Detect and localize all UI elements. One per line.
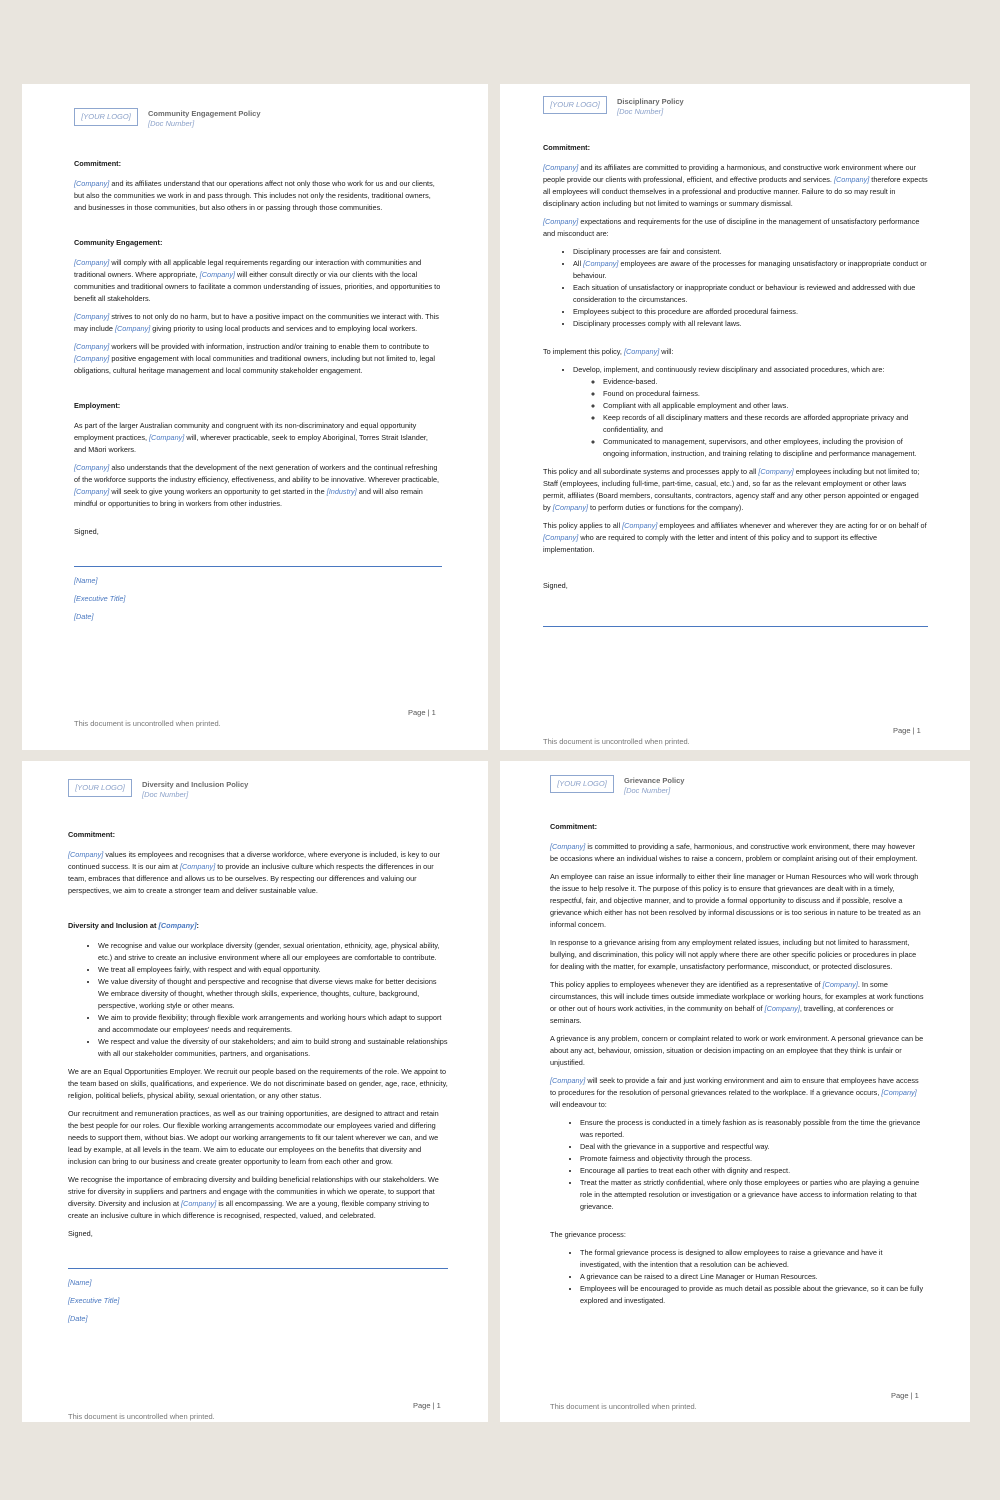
- placeholder-token: [Company]: [199, 270, 236, 279]
- bullet-list: [550, 1117, 924, 1213]
- sub-list-item: ◦ Communicated to management, supervisors, and other employees, including the provision of ongoing information, instruction, and training relating to discipline and performance management.: [603, 436, 928, 460]
- placeholder-token: [Company]: [74, 179, 110, 188]
- document-title: Grievance Policy: [624, 776, 685, 785]
- page-diversity-inclusion: [22, 761, 488, 1422]
- heading-commitment: Commitment:: [550, 822, 598, 831]
- placeholder-token: [Company]: [149, 433, 185, 442]
- paragraph: A grievance is any problem, concern or complaint related to work or work environment. A personal grievance can be about any act, behaviour, omission, situation or decision impacting on an employee that they think is unfair or unjustified.: [550, 1034, 924, 1067]
- placeholder-token: [Company]: [881, 1088, 917, 1097]
- placeholder-token: [Company]: [179, 862, 216, 871]
- signed-label: Signed,: [543, 581, 568, 590]
- placeholder-token: [Company]: [74, 312, 110, 321]
- signature-date: [68, 1313, 448, 1325]
- sub-list-item: ◦ Found on procedural fairness.: [603, 388, 928, 400]
- document-title: Diversity and Inclusion Policy: [142, 780, 249, 789]
- placeholder-token: [Executive Title]: [68, 1296, 120, 1305]
- bullet-list: [550, 1247, 924, 1307]
- signature-title: [74, 593, 442, 605]
- signed-label: Signed,: [68, 1229, 93, 1238]
- placeholder-token: [Executive Title]: [74, 594, 126, 603]
- placeholder-token: [Name]: [74, 576, 98, 585]
- list-item: • We aim to provide flexibility; through flexible work arrangements and working hours which adapt to support and accommodate our employees’ needs and requirements.: [98, 1012, 448, 1036]
- sub-list-item: ◦ Compliant with all applicable employment and other laws.: [603, 400, 928, 412]
- sub-list-item: ◦ Evidence-based.: [603, 376, 928, 388]
- heading-diversity: Diversity and Inclusion at [Company]:: [68, 921, 199, 930]
- paragraph: [Company] is committed to providing a safe, harmonious, and constructive work environment, there may however be occasions where an individual wishes to raise a concern, problem or complaint arising out of their employment.: [550, 842, 918, 863]
- placeholder-token: [Company]: [822, 980, 858, 989]
- list-item: • A grievance can be raised to a direct Line Manager or Human Resources.: [580, 1271, 924, 1283]
- placeholder-token: [Company]: [543, 217, 579, 226]
- signature-line: [68, 1268, 448, 1269]
- uncontrolled-note: This document is uncontrolled when printed.: [550, 1402, 697, 1411]
- placeholder-token: [Company]: [764, 1004, 800, 1013]
- sub-list: [573, 376, 928, 460]
- list-item: [573, 364, 928, 460]
- placeholder-token: [Company]: [833, 175, 870, 184]
- signature-date: [74, 611, 442, 623]
- placeholder-token: [Company]: [543, 163, 579, 172]
- list-item: • All [Company] employees are aware of the processes for managing unsatisfactory or inappropriate conduct or behaviour.: [573, 258, 928, 282]
- page-number: Page | 1: [413, 1401, 441, 1410]
- page-community-engagement: [22, 84, 488, 750]
- logo-placeholder: [YOUR LOGO]: [68, 779, 132, 797]
- signature-title: [68, 1295, 448, 1307]
- paragraph: This policy and all subordinate systems and processes apply to all [Company] employees including but not limited to; Staff (employees, including full-time, part-time, casual, etc.) and, so far as the relevant employment or other laws permit, affiliates (Board members, consultants, contractors, agency staff and any other person appointed or engaged by [Company] to perform duties or functions for the company).: [543, 467, 920, 512]
- placeholder-token: [Company]: [758, 467, 794, 476]
- document-header: [74, 108, 442, 129]
- list-item: • We recognise and value our workplace diversity (gender, sexual orientation, ethnicity, age, physical ability, etc.) and strive to create an inclusive environment where all our employees are comfortable to contribute.: [98, 940, 448, 964]
- page-disciplinary: [500, 84, 970, 750]
- heading-commitment: Commitment:: [74, 159, 122, 168]
- heading-employment: Employment:: [74, 401, 121, 410]
- placeholder-token: [Company]: [623, 347, 660, 356]
- list-item: • Encourage all parties to treat each other with dignity and respect.: [580, 1165, 924, 1177]
- placeholder-token: [Company]: [552, 503, 589, 512]
- signature-name: [74, 575, 442, 587]
- paragraph: [Company] and its affiliates are committed to providing a harmonious, and constructive work environment where our people provide our clients with professional, efficient, and effective products and services. [Company] therefore expects all employees will conduct themselves in a professional and productive manner. Failure to do so may result in disciplinary action including but not limited to warnings or summary dismissal.: [543, 163, 928, 208]
- paragraph: [Company] also understands that the development of the next generation of workers and the continual refreshing of the workforce supports the industry efficiency, effectiveness, and ability to be innovative. Wherever practicable, [Company] will seek to give young workers an opportunity to get started in the [Industry] and will also remain mindful or opportunities to bring in workers from other industries.: [74, 463, 440, 508]
- list-item: • Treat the matter as strictly confidential, where only those employees or parties who are playing a genuine role in the attempted resolution or investigation or a grievance have access to information relating to that grievance.: [580, 1177, 924, 1213]
- paragraph: We recognise the importance of embracing diversity and building beneficial relationships with our stakeholders. We strive for diversity in suppliers and partners and engage with the communities in which we operate, to support that diversity. Diversity and inclusion at [Company] is all encompassing. We are a young, flexible company striving to create an inclusive culture in which difference is recognised, respected, valued, and celebrated.: [68, 1175, 439, 1220]
- paragraph: [Company] strives to not only do no harm, but to have a positive impact on the communities we interact with. This may include [Company] giving priority to using local products and services and to employing local workers.: [74, 312, 439, 333]
- placeholder-token: [Industry]: [326, 487, 357, 496]
- uncontrolled-note: This document is uncontrolled when printed.: [543, 737, 690, 746]
- list-item-text: Develop, implement, and continuously review disciplinary and associated procedures, which are:: [573, 365, 885, 374]
- doc-number: [Doc Number]: [142, 790, 189, 799]
- placeholder-token: [Company]: [74, 258, 110, 267]
- paragraph: In response to a grievance arising from any employment related issues, including but not limited to harassment, bullying, and discrimination, this policy will not apply where there are other specific policies or procedures in place for dealing with the matter, for example, unsatisfactory performance, misconduct, or protected disclosures.: [550, 938, 917, 971]
- heading-commitment: Commitment:: [543, 143, 591, 152]
- placeholder-token: [Company]: [74, 487, 110, 496]
- placeholder-token: [Name]: [68, 1278, 92, 1287]
- paragraph: [Company] workers will be provided with information, instruction and/or training to enable them to contribute to [Company] positive engagement with local communities and traditional owners, including but not limited to, legal obligations, cultural heritage management and local community stakeholder engagement.: [74, 342, 435, 375]
- list-item: • Each situation of unsatisfactory or inappropriate conduct or behaviour is reviewed and addressed with due consideration to the circumstances.: [573, 282, 928, 306]
- paragraph: [Company] will seek to provide a fair and just working environment and aim to ensure that employees have access to procedures for the resolution of personal grievances related to the workplace. If a grievance occurs, [Company] will endeavour to:: [550, 1076, 919, 1109]
- list-item: • Promote fairness and objectivity through the process.: [580, 1153, 924, 1165]
- paragraph: This policy applies to employees whenever they are identified as a representative of [Company]. In some circumstances, this will include times outside immediate workplace or working hours, for examples at work functions or other out of hours work activities, in the community on behalf of [Company], travelling, at conferences or seminars.: [550, 980, 924, 1025]
- doc-number: [Doc Number]: [617, 107, 664, 116]
- bullet-list: [543, 246, 928, 330]
- placeholder-token: [Company]: [543, 533, 579, 542]
- document-header: [68, 779, 448, 800]
- placeholder-token: [Company]: [74, 342, 110, 351]
- paragraph: Our recruitment and remuneration practices, as well as our training opportunities, are designed to attract and retain the best people for our roles. Our flexible working arrangements accommodate our employees varied and differing needs to support them, without bias. We adopt our working arrangements to fit our talent wherever we can, and we lead by example, at all levels in the team. We aim to educate our employees on the benefits that diversity and inclusion can bring to our business and create greater opportunity to learn from each other and grow.: [68, 1109, 439, 1166]
- signature-name: [68, 1277, 448, 1289]
- document-header: [550, 775, 924, 796]
- heading-community-engagement: Community Engagement:: [74, 238, 163, 247]
- document-title: Disciplinary Policy: [617, 97, 684, 106]
- logo-placeholder: [YOUR LOGO]: [74, 108, 138, 126]
- list-item: • Employees will be encouraged to provide as much detail as possible about the grievance, so it can be fully explored and investigated.: [580, 1283, 924, 1307]
- paragraph: This policy applies to all [Company] employees and affiliates whenever and wherever they are acting for or on behalf of [Company] who are required to comply with the letter and intent of this policy and to support its effective implementation.: [543, 521, 927, 554]
- heading-commitment: Commitment:: [68, 830, 116, 839]
- list-item: • Disciplinary processes are fair and consistent.: [573, 246, 928, 258]
- page-number: Page | 1: [408, 708, 436, 717]
- placeholder-token: [Date]: [68, 1314, 88, 1323]
- placeholder-token: [Company]: [74, 463, 110, 472]
- uncontrolled-note: This document is uncontrolled when printed.: [74, 719, 221, 728]
- bullet-list: [68, 940, 448, 1060]
- bullet-list: [543, 364, 928, 460]
- paragraph: [Company] and its affiliates understand that our operations affect not only those who work for us and our clients, but also the communities we work in and pass through. This includes not only the residents, traditional owners, and businesses in those communities, but also others in or passing through those communities.: [74, 179, 435, 212]
- placeholder-token: [Company]: [181, 1199, 217, 1208]
- sub-list-item: ◦ Keep records of all disciplinary matters and these records are afforded appropriate privacy and confidentiality, and: [603, 412, 928, 436]
- list-item: • The formal grievance process is designed to allow employees to raise a grievance and have it investigated, with the intention that a resolution can be achieved.: [580, 1247, 924, 1271]
- doc-number: [Doc Number]: [148, 119, 195, 128]
- list-item: • We value diversity of thought and perspective and recognise that diverse views make for better decisions We embrace diversity of thought, whether through skills, experience, thoughts, culture, background, perspective, working style or other means.: [98, 976, 448, 1012]
- paragraph: The grievance process:: [550, 1230, 626, 1239]
- list-item: • We respect and value the diversity of our stakeholders; and aim to build strong and sustainable relationships with all our stakeholder communities, partners, and organisations.: [98, 1036, 448, 1060]
- uncontrolled-note: This document is uncontrolled when printed.: [68, 1412, 215, 1421]
- paragraph: [Company] values its employees and recognises that a diverse workforce, where everyone is included, is key to our continued success. It is our aim at [Company] to provide an inclusive culture which respects the differences in our team, embraces that difference and allows us to be ourselves. By respecting our differences and valuing our perspectives, we aim to create a stronger team and deliver sustainable value.: [68, 850, 440, 895]
- paragraph: We are an Equal Opportunities Employer. We recruit our people based on the requirements of the role. We appoint to the team based on skills, qualifications, and experience. We do not discriminate based on gender, age, race, ethnicity, religion, political beliefs, physical ability, sexual orientation, or any other status.: [68, 1067, 448, 1100]
- list-item: • Employees subject to this procedure are afforded procedural fairness.: [573, 306, 928, 318]
- page-number: Page | 1: [891, 1391, 919, 1400]
- paragraph: An employee can raise an issue informally to either their line manager or Human Resources who will work through the issue to help resolve it. The purpose of this policy is to ensure that grievances are dealt with in a timely, respectful, fair, and objective manner, and to provide a formal opportunity to discuss and if possible, resolve a grievance which either has not been resolved by informal discussions or is too serious in nature to be treated as an informal concern.: [550, 872, 921, 929]
- list-item: • Deal with the grievance in a supportive and respectful way.: [580, 1141, 924, 1153]
- page-number: Page | 1: [893, 726, 921, 735]
- paragraph: [Company] expectations and requirements for the use of discipline in the management of unsatisfactory performance and misconduct are:: [543, 217, 920, 238]
- list-item: • We treat all employees fairly, with respect and with equal opportunity.: [98, 964, 448, 976]
- placeholder-token: [Company]: [550, 1076, 586, 1085]
- document-title: Community Engagement Policy: [148, 109, 261, 118]
- list-item: • Disciplinary processes comply with all relevant laws.: [573, 318, 928, 330]
- paragraph: To implement this policy, [Company] will:: [543, 347, 674, 356]
- signed-label: Signed,: [74, 527, 99, 536]
- document-header: [543, 96, 928, 117]
- page-grievance: [500, 761, 970, 1422]
- paragraph: [Company] will comply with all applicable legal requirements regarding our interaction with communities and traditional owners. Where appropriate, [Company] will either consult directly or via our clients with the local communities and traditional owners to facilitate a common understanding of issues, priorities, and opportunities to benefit all stakeholders.: [74, 258, 441, 303]
- signature-line: [74, 566, 442, 567]
- placeholder-token: [Company]: [622, 521, 658, 530]
- placeholder-token: [Company]: [114, 324, 151, 333]
- signature-line: [543, 626, 928, 627]
- placeholder-token: [Company]: [68, 850, 104, 859]
- placeholder-token: [Company]: [74, 354, 110, 363]
- doc-number: [Doc Number]: [624, 786, 671, 795]
- placeholder-token: [Date]: [74, 612, 94, 621]
- list-item: • Ensure the process is conducted in a timely fashion as is reasonably possible from the time the grievance was reported.: [580, 1117, 924, 1141]
- paragraph: As part of the larger Australian community and congruent with its non-discriminatory and equal opportunity employment practices, [Company] will, wherever practicable, seek to employ Aboriginal, Torres Strait Islander, and Māori workers.: [74, 421, 428, 454]
- placeholder-token: [Company]: [583, 259, 619, 268]
- placeholder-token: [Company]: [158, 921, 197, 930]
- placeholder-token: [Company]: [550, 842, 586, 851]
- logo-placeholder: [YOUR LOGO]: [543, 96, 607, 114]
- logo-placeholder: [YOUR LOGO]: [550, 775, 614, 793]
